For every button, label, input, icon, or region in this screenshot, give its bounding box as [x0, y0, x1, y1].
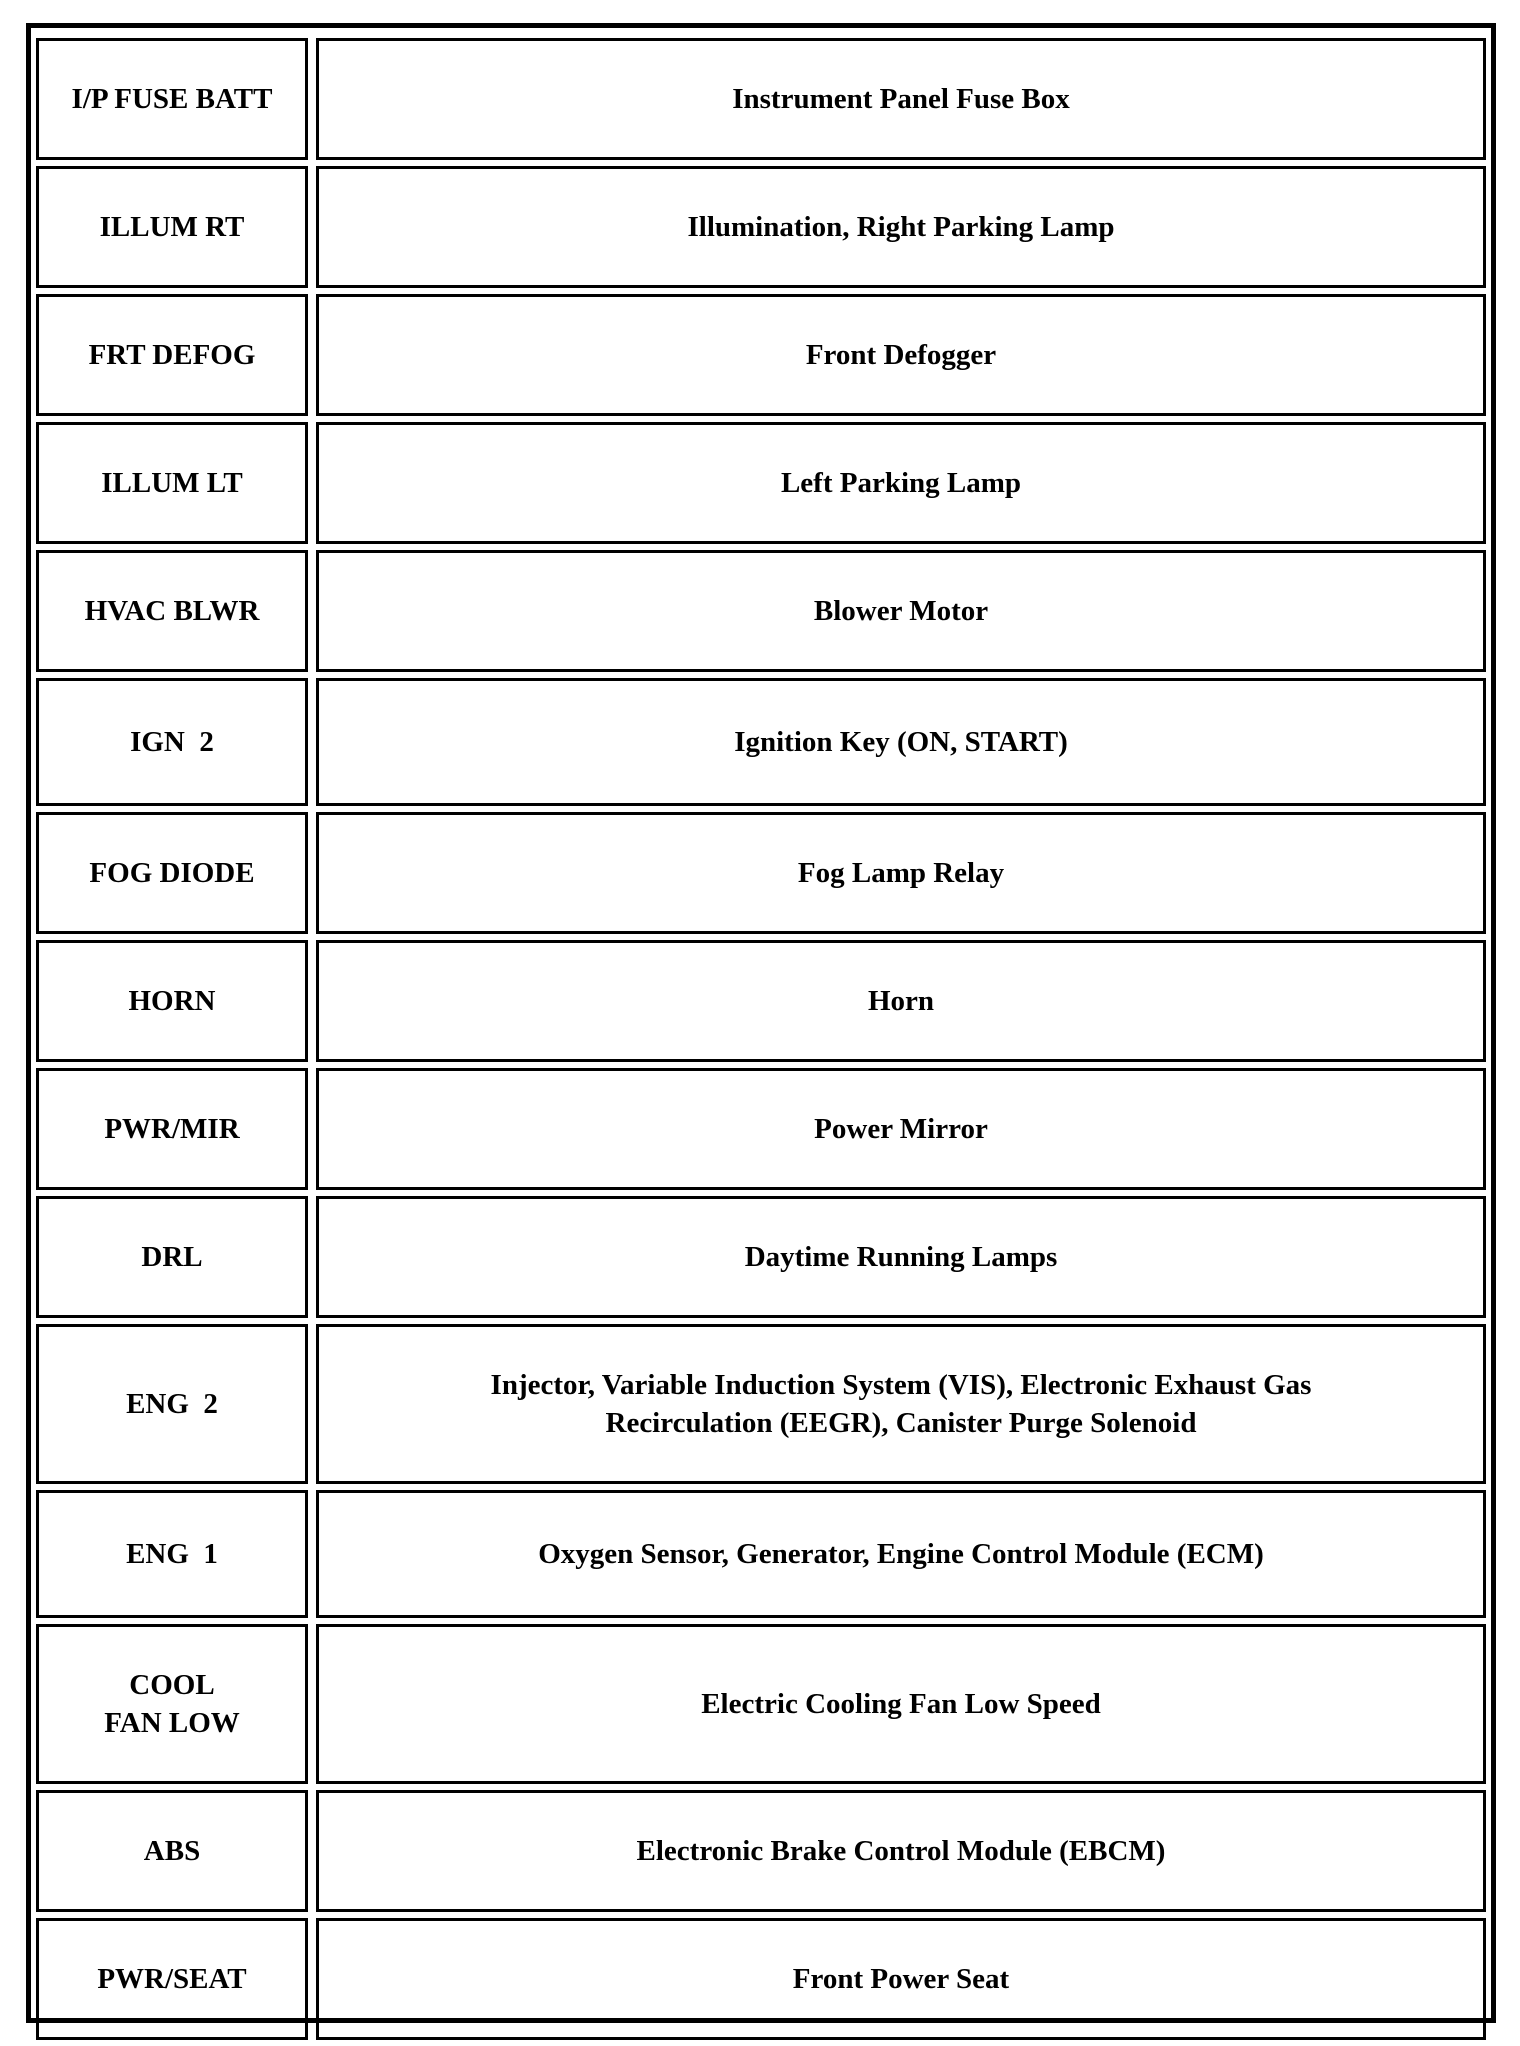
fuse-code-cell: FRT DEFOG	[36, 294, 308, 416]
column-divider	[308, 1196, 316, 1318]
fuse-description-cell: Illumination, Right Parking Lamp	[316, 166, 1486, 288]
table-row	[36, 940, 1486, 1062]
column-divider	[308, 812, 316, 934]
column-divider	[308, 422, 316, 544]
table-row	[36, 1918, 1486, 2040]
table-row	[36, 1624, 1486, 1784]
fuse-description-cell: Front Power Seat	[316, 1918, 1486, 2040]
column-divider	[308, 1624, 316, 1784]
column-divider	[308, 38, 316, 160]
fuse-table	[36, 32, 1486, 2046]
fuse-code-cell: HVAC BLWR	[36, 550, 308, 672]
table-row	[36, 38, 1486, 160]
fuse-code-cell: HORN	[36, 940, 308, 1062]
table-row	[36, 678, 1486, 806]
fuse-code-cell: FOG DIODE	[36, 812, 308, 934]
fuse-code-cell: ENG 2	[36, 1324, 308, 1484]
fuse-description-cell: Injector, Variable Induction System (VIS), Electronic Exhaust Gas Recirculation (EEGR), Canister Purge Solenoid	[316, 1324, 1486, 1484]
column-divider	[308, 678, 316, 806]
table-row	[36, 1324, 1486, 1484]
fuse-description-cell: Electric Cooling Fan Low Speed	[316, 1624, 1486, 1784]
table-row	[36, 166, 1486, 288]
fuse-code-cell: PWR/SEAT	[36, 1918, 308, 2040]
table-row	[36, 1196, 1486, 1318]
column-divider	[308, 1490, 316, 1618]
fuse-code-cell: ABS	[36, 1790, 308, 1912]
fuse-table-frame	[26, 23, 1496, 2023]
fuse-description-cell: Front Defogger	[316, 294, 1486, 416]
fuse-description-cell: Power Mirror	[316, 1068, 1486, 1190]
column-divider	[308, 166, 316, 288]
fuse-code-cell: DRL	[36, 1196, 308, 1318]
column-divider	[308, 940, 316, 1062]
column-divider	[308, 1324, 316, 1484]
table-row	[36, 422, 1486, 544]
table-row	[36, 294, 1486, 416]
fuse-code-cell: ILLUM LT	[36, 422, 308, 544]
fuse-description-cell: Fog Lamp Relay	[316, 812, 1486, 934]
fuse-code-cell: COOL FAN LOW	[36, 1624, 308, 1784]
fuse-description-cell: Ignition Key (ON, START)	[316, 678, 1486, 806]
table-row	[36, 812, 1486, 934]
fuse-description-cell: Instrument Panel Fuse Box	[316, 38, 1486, 160]
fuse-description-cell: Daytime Running Lamps	[316, 1196, 1486, 1318]
fuse-description-cell: Left Parking Lamp	[316, 422, 1486, 544]
fuse-description-cell: Electronic Brake Control Module (EBCM)	[316, 1790, 1486, 1912]
fuse-code-cell: I/P FUSE BATT	[36, 38, 308, 160]
column-divider	[308, 294, 316, 416]
fuse-description-cell: Horn	[316, 940, 1486, 1062]
table-row	[36, 1068, 1486, 1190]
fuse-description-cell: Oxygen Sensor, Generator, Engine Control Module (ECM)	[316, 1490, 1486, 1618]
fuse-code-cell: PWR/MIR	[36, 1068, 308, 1190]
fuse-code-cell: ILLUM RT	[36, 166, 308, 288]
table-row	[36, 550, 1486, 672]
column-divider	[308, 1790, 316, 1912]
column-divider	[308, 550, 316, 672]
fuse-description-cell: Blower Motor	[316, 550, 1486, 672]
table-row	[36, 1790, 1486, 1912]
fuse-code-cell: IGN 2	[36, 678, 308, 806]
fuse-code-cell: ENG 1	[36, 1490, 308, 1618]
table-row	[36, 1490, 1486, 1618]
column-divider	[308, 1068, 316, 1190]
column-divider	[308, 1918, 316, 2040]
